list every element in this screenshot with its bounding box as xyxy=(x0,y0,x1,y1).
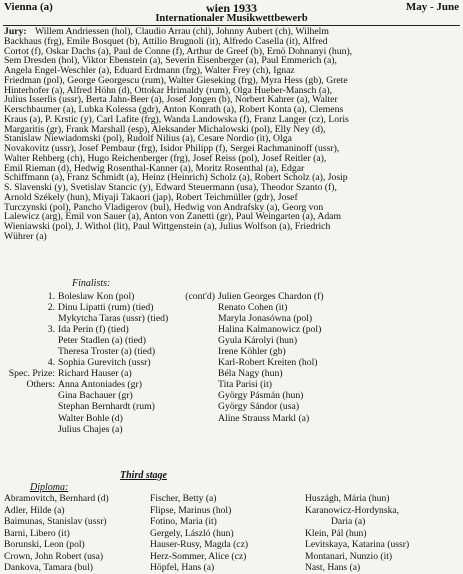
finalist-row xyxy=(181,390,324,401)
diploma-entry: Flipse, Marinus (hol) xyxy=(150,504,232,516)
finalist-row xyxy=(5,401,168,412)
finalist-row xyxy=(5,291,168,302)
jury-line: Sem Dresden (hol), Viktor Ebenstein (a), Severin Eisenberger (a), Paul Emmerich (a), xyxy=(4,55,337,67)
jury-line: Kraus (a), P. Krstic (y), Carl Lafite (frg), Wanda Landowska (f), Franz Langer (cz), Loris xyxy=(4,113,349,125)
finalist-name: Béla Nagy (hun) xyxy=(218,368,283,380)
jury-line: Schiffmann (a), Franz Schmidt (a), Heinz (Heinrich) Scholz (a), Robert Scholz (a), Josip xyxy=(4,172,348,184)
jury-line: Friedman (pol), George Georgescu (rum), Walter Gieseking (frg), Myra Hess (gb), Grete xyxy=(4,74,348,86)
finalist-name: Dinu Lipatti (rum) (tied) xyxy=(58,302,154,314)
finalist-row xyxy=(181,413,324,424)
diploma-column-1 xyxy=(4,493,109,574)
finalist-row xyxy=(181,335,324,346)
finalist-row xyxy=(181,379,324,390)
jury-line: Novakovitz (ussr), Josef Pembaur (frg), Isidor Philipp (f), Sergei Rachmaninoff (ussr), xyxy=(4,143,340,154)
finalists-right-column xyxy=(181,291,324,424)
finalist-label: 4. xyxy=(47,357,55,369)
finalist-name: Julius Chajes (a) xyxy=(58,423,123,435)
diploma-entry: Herz-Sommer, Alice (cz) xyxy=(150,550,247,562)
third-stage-title: Third stage xyxy=(120,470,167,481)
jury-line: Julius Isserlis (ussr), Berta Jahn-Beer (a), Josef Jongen (b), Norbert Kahrer (a), Walter xyxy=(4,94,338,106)
jury-list xyxy=(4,27,460,242)
finalist-row xyxy=(5,313,168,324)
finalist-name: Anna Antoniades (gr) xyxy=(58,379,142,391)
diploma-column-3 xyxy=(305,493,409,574)
finalist-name: Richard Hauser (a) xyxy=(58,368,132,380)
diploma-entry: Fotino, Maria (it) xyxy=(150,516,217,527)
finalist-label: 1. xyxy=(47,291,55,302)
diploma-entry: Gergely, László (hun) xyxy=(150,527,234,539)
finalist-name: Stephan Bernhardt (rum) xyxy=(58,401,155,413)
jury-label: Jury: xyxy=(4,26,27,37)
finalist-name: Maryla Jonasówna (pol) xyxy=(218,313,313,325)
diploma-title: Diploma: xyxy=(30,482,69,493)
jury-line: Emil Rieman (d), Hedwig Rosenthal-Kanner (a), Moritz Rosenthal (a), Edgar xyxy=(4,162,305,174)
finalist-name: Tita Parisi (it) xyxy=(218,379,273,391)
finalist-row xyxy=(5,357,168,368)
finalist-name: Boleslaw Kon (pol) xyxy=(58,291,135,302)
jury-line: Hinterhofer (a), Alfred Höhn (d), Ottokar Hrimaldy (rum), Olga Hueber-Mansch (a), xyxy=(4,84,332,96)
finalist-label: 2. xyxy=(47,302,55,314)
finalist-name: Theresa Troster (a) (tied) xyxy=(58,346,156,358)
finalist-name: Peter Stadlen (a) (tied) xyxy=(58,335,146,347)
jury-line: Turczynski (pol), Pancho Vladigerov (bul), Hedwig von Andrafsky (a), Georg von xyxy=(4,201,324,213)
finalist-label: (cont'd) xyxy=(185,291,215,302)
finalist-row xyxy=(5,413,168,424)
diploma-entry: Dankova, Tamara (bul) xyxy=(4,562,93,573)
finalist-name: Aline Strauss Markl (a) xyxy=(218,412,310,424)
diploma-entry: Crown, John Robert (usa) xyxy=(4,550,104,562)
diploma-entry: Adler, Hilde (a) xyxy=(4,504,65,516)
finalist-row xyxy=(5,424,168,435)
finalist-name: György Sándor (usa) xyxy=(218,401,300,413)
jury-line: Lalewicz (arg), Emil von Sauer (a), Anton von Zanetti (gr), Paul Weingarten (a), Adam xyxy=(4,211,342,223)
finalist-row xyxy=(181,313,324,324)
finalist-label: 3. xyxy=(47,324,55,336)
finalist-name: György Pásmán (hun) xyxy=(218,390,304,402)
jury-line: Walter Rehberg (ch), Hugo Reichenberger (frg), Josef Reiss (pol), Josef Reitler (a), xyxy=(4,152,327,164)
diploma-entry: Karanowicz-Hordynska, xyxy=(305,504,400,516)
finalist-row xyxy=(181,368,324,379)
diploma-entry: Levitskaya, Katarina (ussr) xyxy=(305,539,410,550)
jury-line: Stanislaw Niewiadomski (pol), Rudolf Nilius (a), Cesare Nordio (it), Olga xyxy=(4,133,292,145)
finalist-row xyxy=(181,346,324,357)
finalist-name: Halina Kalmanowicz (pol) xyxy=(218,324,322,336)
jury-line: Angela Engel-Weschler (a), Eduard Erdmann (frg), Walter Frey (ch), Ignaz xyxy=(4,65,295,76)
diploma-entry: Daria (a) xyxy=(331,516,366,527)
finalist-name: Walter Bohle (d) xyxy=(58,412,123,424)
diploma-entry: Borunski, Leon (pol) xyxy=(4,539,85,550)
diploma-entry: Huszágh, Mária (hun) xyxy=(305,493,390,504)
finalist-row xyxy=(181,401,324,412)
finalist-row xyxy=(5,379,168,390)
finalist-name: Gina Bachauer (gr) xyxy=(58,390,133,402)
finalist-name: Ida Perin (f) (tied) xyxy=(58,324,129,336)
jury-line: Arnold Székely (hun), Miyaji Takaori (jap), Robert Teichmüller (gdr), Josef xyxy=(4,191,298,203)
diploma-column-2 xyxy=(150,493,248,574)
jury-line: Wührer (a) xyxy=(4,230,47,242)
finalist-name: Sophia Gurevitch (ussr) xyxy=(58,357,151,369)
finalist-row xyxy=(5,368,168,379)
diploma-entry: Klein, Pál (hun) xyxy=(305,527,367,539)
diploma-entry: Hauser-Rusy, Magda (cz) xyxy=(150,539,249,550)
finalist-row xyxy=(181,324,324,335)
finalists-left-column xyxy=(5,291,168,435)
jury-line: Backhaus (frg), Emile Bosquet (b), Attilio Brugnoli (it), Alfredo Casella (it), Alfred xyxy=(4,35,328,47)
finalists-title: Finalists: xyxy=(72,278,111,289)
jury-line: S. Slavenski (y), Svetislav Stancic (y), Edward Steuermann (usa), Theodor Szanto (f), xyxy=(4,182,337,193)
finalist-row xyxy=(181,302,324,313)
finalist-name: Mykytcha Taras (ussr) (tied) xyxy=(58,313,169,325)
jury-line: Willem Andriessen (hol), Claudio Arrau (chl), Johnny Aubert (ch), Wilhelm xyxy=(35,26,329,37)
finalist-label: Others: xyxy=(26,379,55,391)
diploma-entry: Montanari, Nunzio (it) xyxy=(305,550,393,562)
diploma-entry: Nast, Hans (a) xyxy=(305,562,361,573)
diploma-entry: Fischer, Betty (a) xyxy=(150,493,217,504)
finalist-name: Gyula Károlyi (hun) xyxy=(218,335,298,347)
finalist-row xyxy=(5,346,168,357)
finalist-name: Karl-Robert Kreiten (hol) xyxy=(218,357,318,369)
header-year: wien 1933 xyxy=(206,1,257,15)
competition-title: Internationaler Musikwettbewerb xyxy=(155,13,308,24)
jury-line: Wieniawski (pol), J. Withol (lit), Paul Wittgenstein (a), Julius Wolfson (a), Friedrich xyxy=(4,221,331,232)
jury-section xyxy=(4,27,460,242)
finalist-row xyxy=(181,291,324,302)
jury-line: Cortot (f), Oskar Dachs (a), Paul de Conne (f), Arthur de Greef (b), Ernö Dohnanyi (hun), xyxy=(4,45,353,57)
finalist-name: Renato Cohen (it) xyxy=(218,302,288,314)
finalist-row xyxy=(5,324,168,335)
finalist-row xyxy=(5,335,168,346)
header-dates: May - June xyxy=(405,1,459,13)
finalist-name: Julien Georges Chardon (f) xyxy=(218,291,324,302)
diploma-entry: Baimunas, Stanislav (ussr) xyxy=(4,516,107,527)
finalist-row xyxy=(5,302,168,313)
diploma-entry: Barni, Libero (it) xyxy=(4,527,70,539)
finalist-row xyxy=(181,357,324,368)
finalist-name: Irene Köhler (gb) xyxy=(218,346,286,358)
diploma-entry: Abramovitch, Bernhard (d) xyxy=(4,493,109,504)
diploma-entry: Höpfel, Hans (a) xyxy=(150,562,215,573)
jury-line: Kerschbaumer (a), Lubka Kolessa (gdr), Anton Konrath (a), Robert Konta (a), Clemens xyxy=(4,104,344,115)
jury-line: Margaritis (gr), Frank Marshall (esp), Aleksander Michalowski (pol), Elly Ney (d), xyxy=(4,123,326,135)
finalist-label: Spec. Prize: xyxy=(8,368,55,380)
finalist-row xyxy=(5,390,168,401)
header-city: Vienna (a) xyxy=(4,1,53,13)
